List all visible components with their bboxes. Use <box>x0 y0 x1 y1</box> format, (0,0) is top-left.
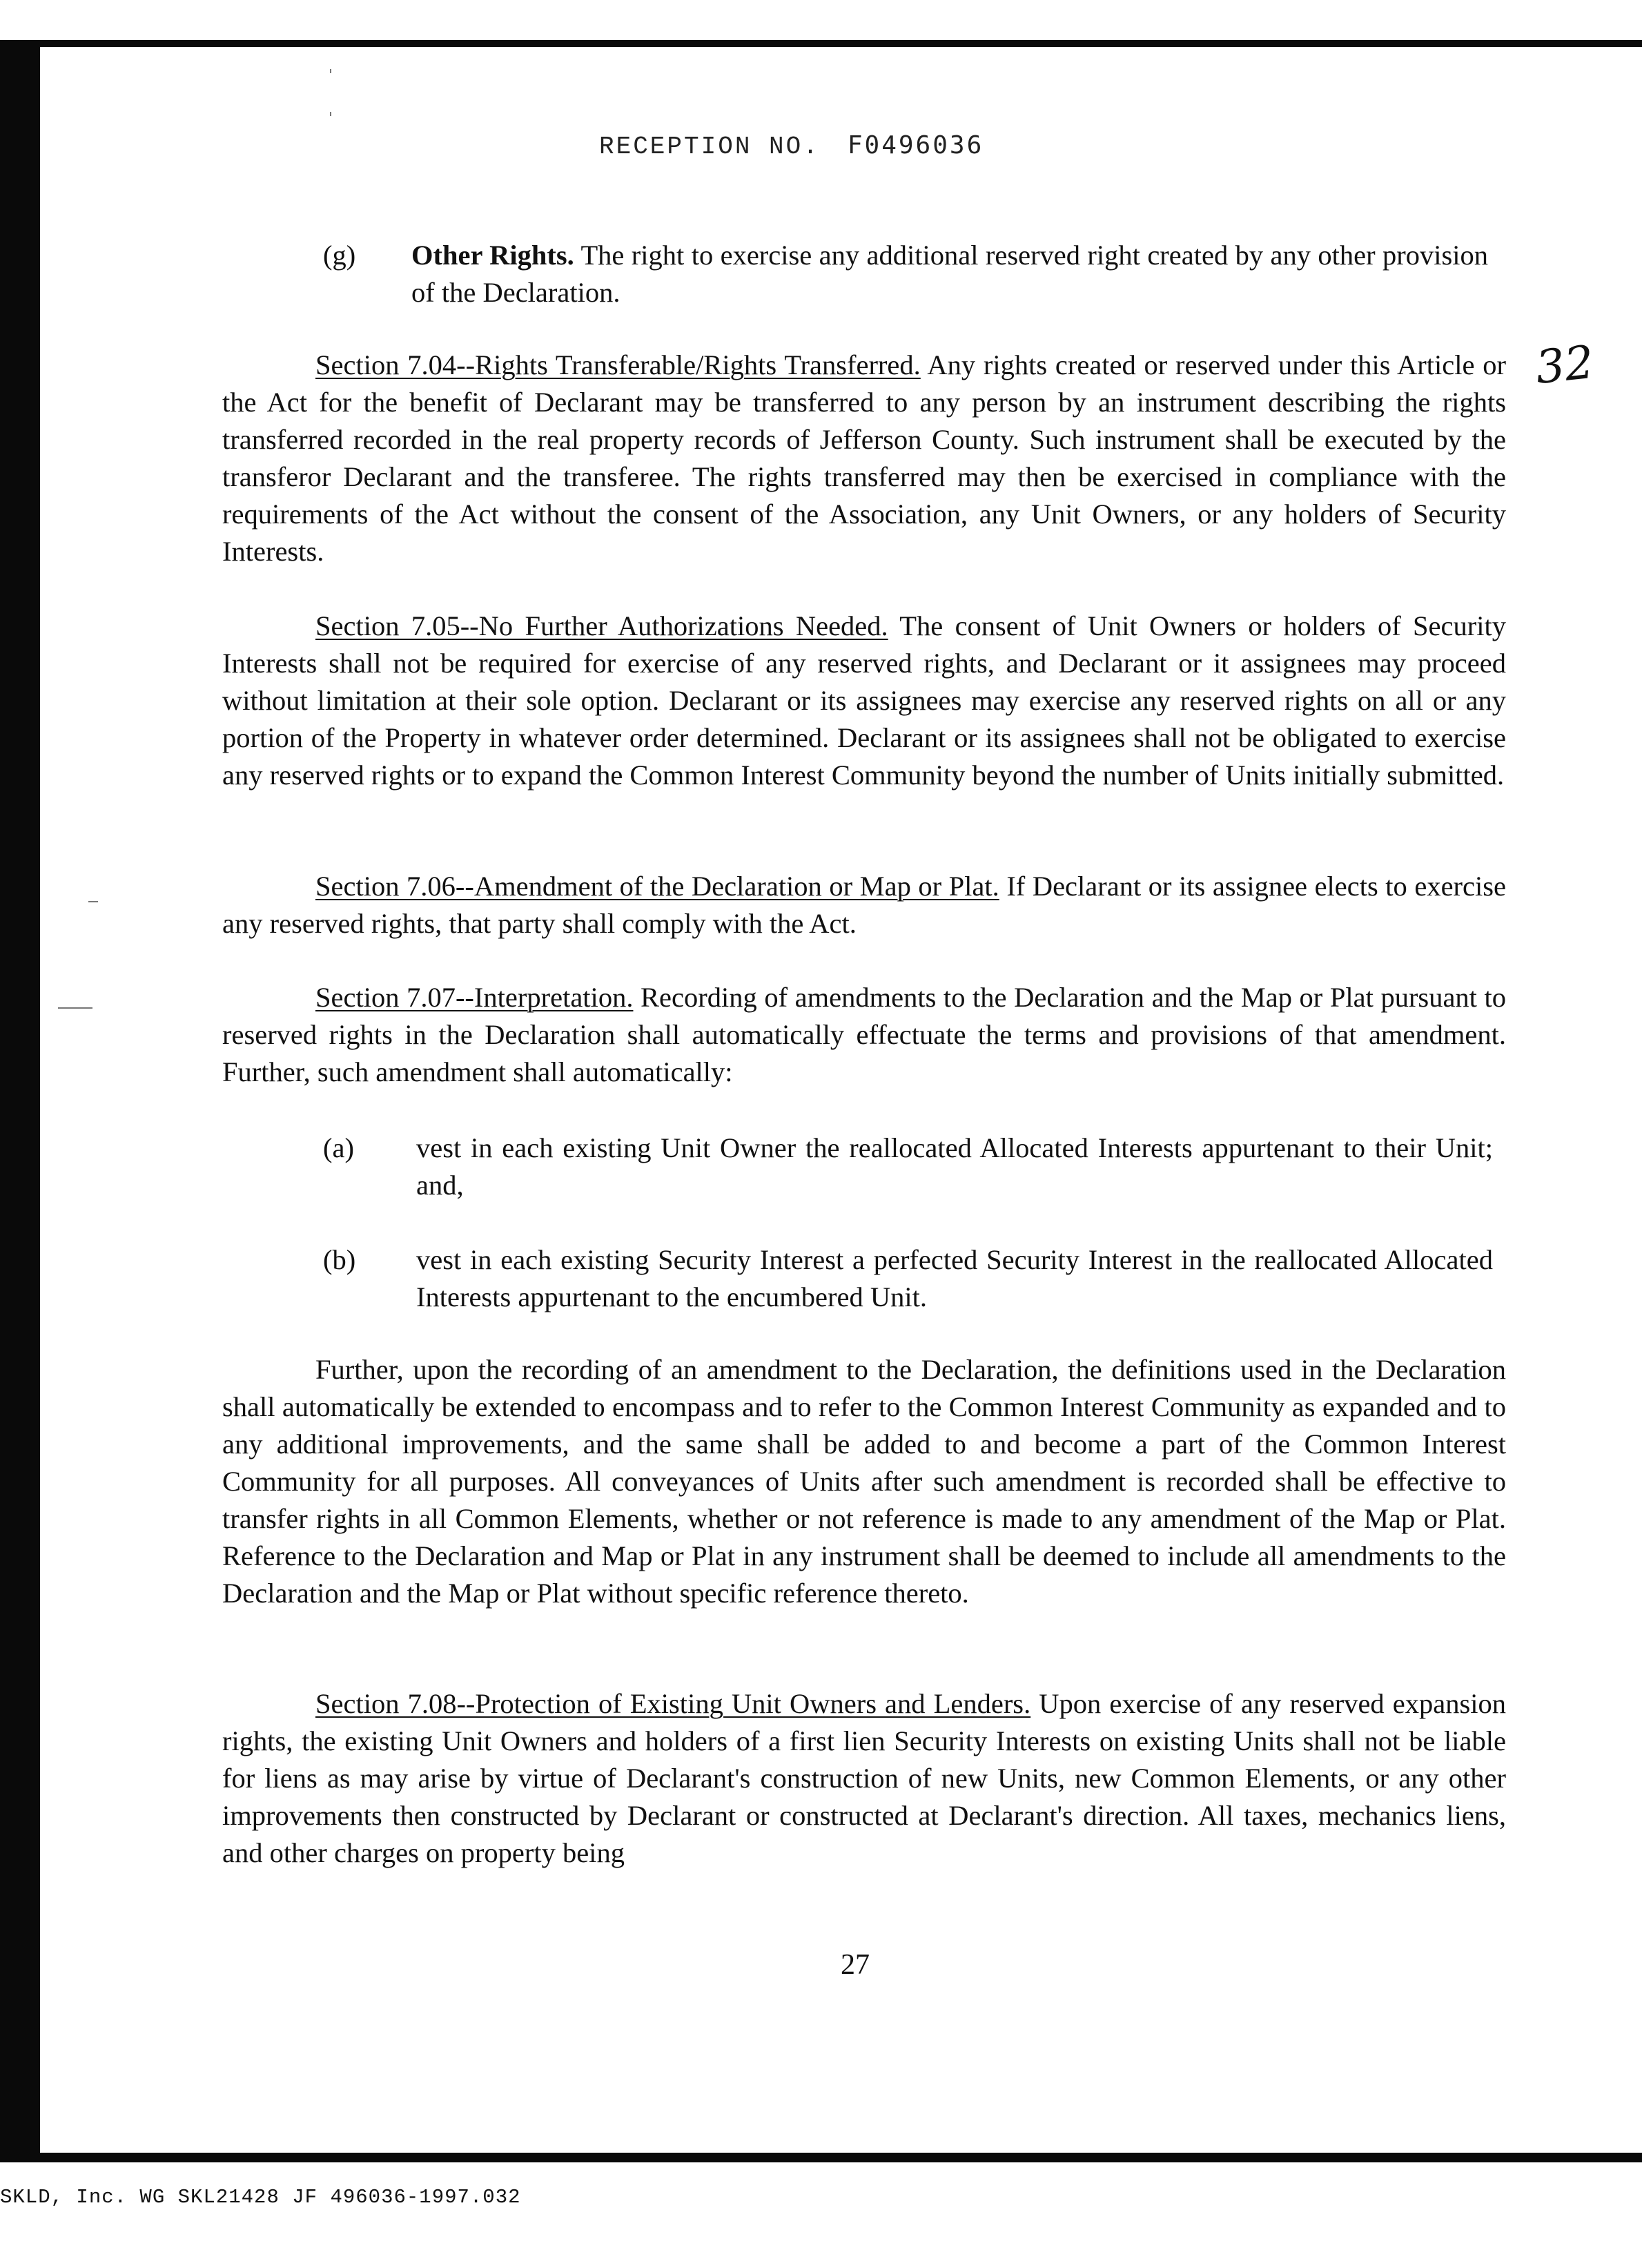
item-title: Other Rights. <box>411 240 574 271</box>
section-heading: Section 7.06--Amendment of the Declaration or Map or Plat. <box>315 871 999 902</box>
scan-mark <box>88 901 98 902</box>
item-text: vest in each existing Security Interest a perfected Security Interest in the reallocated Allocated Interests appurtenant to the encumbered Unit. <box>416 1244 1493 1312</box>
section-paragraph <box>222 608 1506 794</box>
section-heading: Section 7.07--Interpretation. <box>315 982 634 1013</box>
scan-border-top <box>0 40 1642 47</box>
item-label: (b) <box>323 1244 356 1275</box>
section-7-07 <box>222 979 1506 1091</box>
paragraph-text: Further, upon the recording of an amendment to the Declaration, the definitions used in the Declaration shall automatically be extended to encompass and to refer to the Common Interest Community as expanded and to any additional improvements, and the same shall be added to and become a part of the Common Interest Community for all purposes. All conveyances of Units after such amendment is recorded shall be effective to transfer rights in all Common Elements, whether or not reference is made to any amendment of the Map or Plat. Reference to the Declaration and Map or Plat in any instrument shall be deemed to include all amendments to the Declaration and the Map or Plat without specific reference thereto. <box>222 1354 1506 1609</box>
scan-mark <box>330 112 331 116</box>
list-item-a <box>323 1130 1496 1212</box>
further-paragraph <box>222 1351 1506 1612</box>
reception-label: RECEPTION NO. <box>599 133 820 161</box>
scan-mark <box>58 1007 92 1009</box>
item-body: The right to exercise any additional reserved right created by any other provision of the Declaration. <box>411 240 1488 308</box>
section-paragraph <box>222 979 1506 1091</box>
section-7-05 <box>222 608 1506 794</box>
item-text <box>411 237 1488 311</box>
section-body: The consent of Unit Owners or holders of Security Interests shall not be required for exercise of any reserved rights, and Declarant or it assignees may proceed without limitation at their sole option. Declarant or its assignees may exercise any reserved rights on all or any portion of the Property in whatever order determined. Declarant or its assignees shall not be obligated to exercise any reserved rights or to expand the Common Interest Community beyond the number of Units initially submitted. <box>222 610 1507 791</box>
section-paragraph <box>222 1685 1506 1872</box>
list-item-g <box>323 237 1496 320</box>
section-heading: Section 7.04--Rights Transferable/Rights Transferred. <box>315 349 921 380</box>
footer-document-id: SKLD, Inc. WG SKL21428 JF 496036-1997.032 <box>0 2186 521 2209</box>
section-7-08 <box>222 1685 1506 1872</box>
section-7-04 <box>222 347 1506 570</box>
section-paragraph <box>222 347 1506 570</box>
section-heading: Section 7.05--No Further Authorizations Needed. <box>315 610 888 641</box>
section-body: Recording of amendments to the Declaration and the Map or Plat pursuant to reserved rights in the Declaration shall automatically effectuate the terms and provisions of that amendment. Further, such amendment shall automatically: <box>222 982 1507 1087</box>
section-body: If Declarant or its assignee elects to exercise any reserved rights, that party shall comply with the Act. <box>222 871 1506 939</box>
handwritten-page-note: 32 <box>1533 335 1596 395</box>
item-label: (a) <box>323 1132 354 1163</box>
section-paragraph <box>222 868 1506 942</box>
scan-mark <box>330 69 331 73</box>
section-body: Upon exercise of any reserved expansion rights, the existing Unit Owners and holders of a first lien Security Interests on existing Units shall not be liable for liens as may arise by virtue of Declarant's construction of new Units, new Common Elements, or any other improvements then constructed by Declarant or constructed at Declarant's direction. All taxes, mechanics liens, and other charges on property being <box>222 1688 1506 1868</box>
section-heading: Section 7.08--Protection of Existing Unit Owners and Lenders. <box>315 1688 1031 1719</box>
page-number: 27 <box>841 1949 870 1981</box>
scan-border-bottom <box>0 2153 1642 2162</box>
list-item-b <box>323 1241 1496 1324</box>
reception-number-stamp <box>599 131 984 161</box>
section-body: Any rights created or reserved under this Article or the Act for the benefit of Declarant may be transferred to any person by an instrument describing the rights transferred recorded in the real property records of Jefferson County. Such instrument shall be executed by the transferor Declarant and the transferee. The rights transferred may then be exercised in compliance with the requirements of the Act without the consent of the Association, any Unit Owners, or any holders of Security Interests. <box>222 349 1506 567</box>
item-label: (g) <box>323 240 356 271</box>
scan-border-left <box>0 40 40 2162</box>
item-text: vest in each existing Unit Owner the reallocated Allocated Interests appurtenant to their Unit; and, <box>416 1132 1493 1201</box>
section-7-06 <box>222 868 1506 942</box>
reception-number: F0496036 <box>847 131 984 159</box>
